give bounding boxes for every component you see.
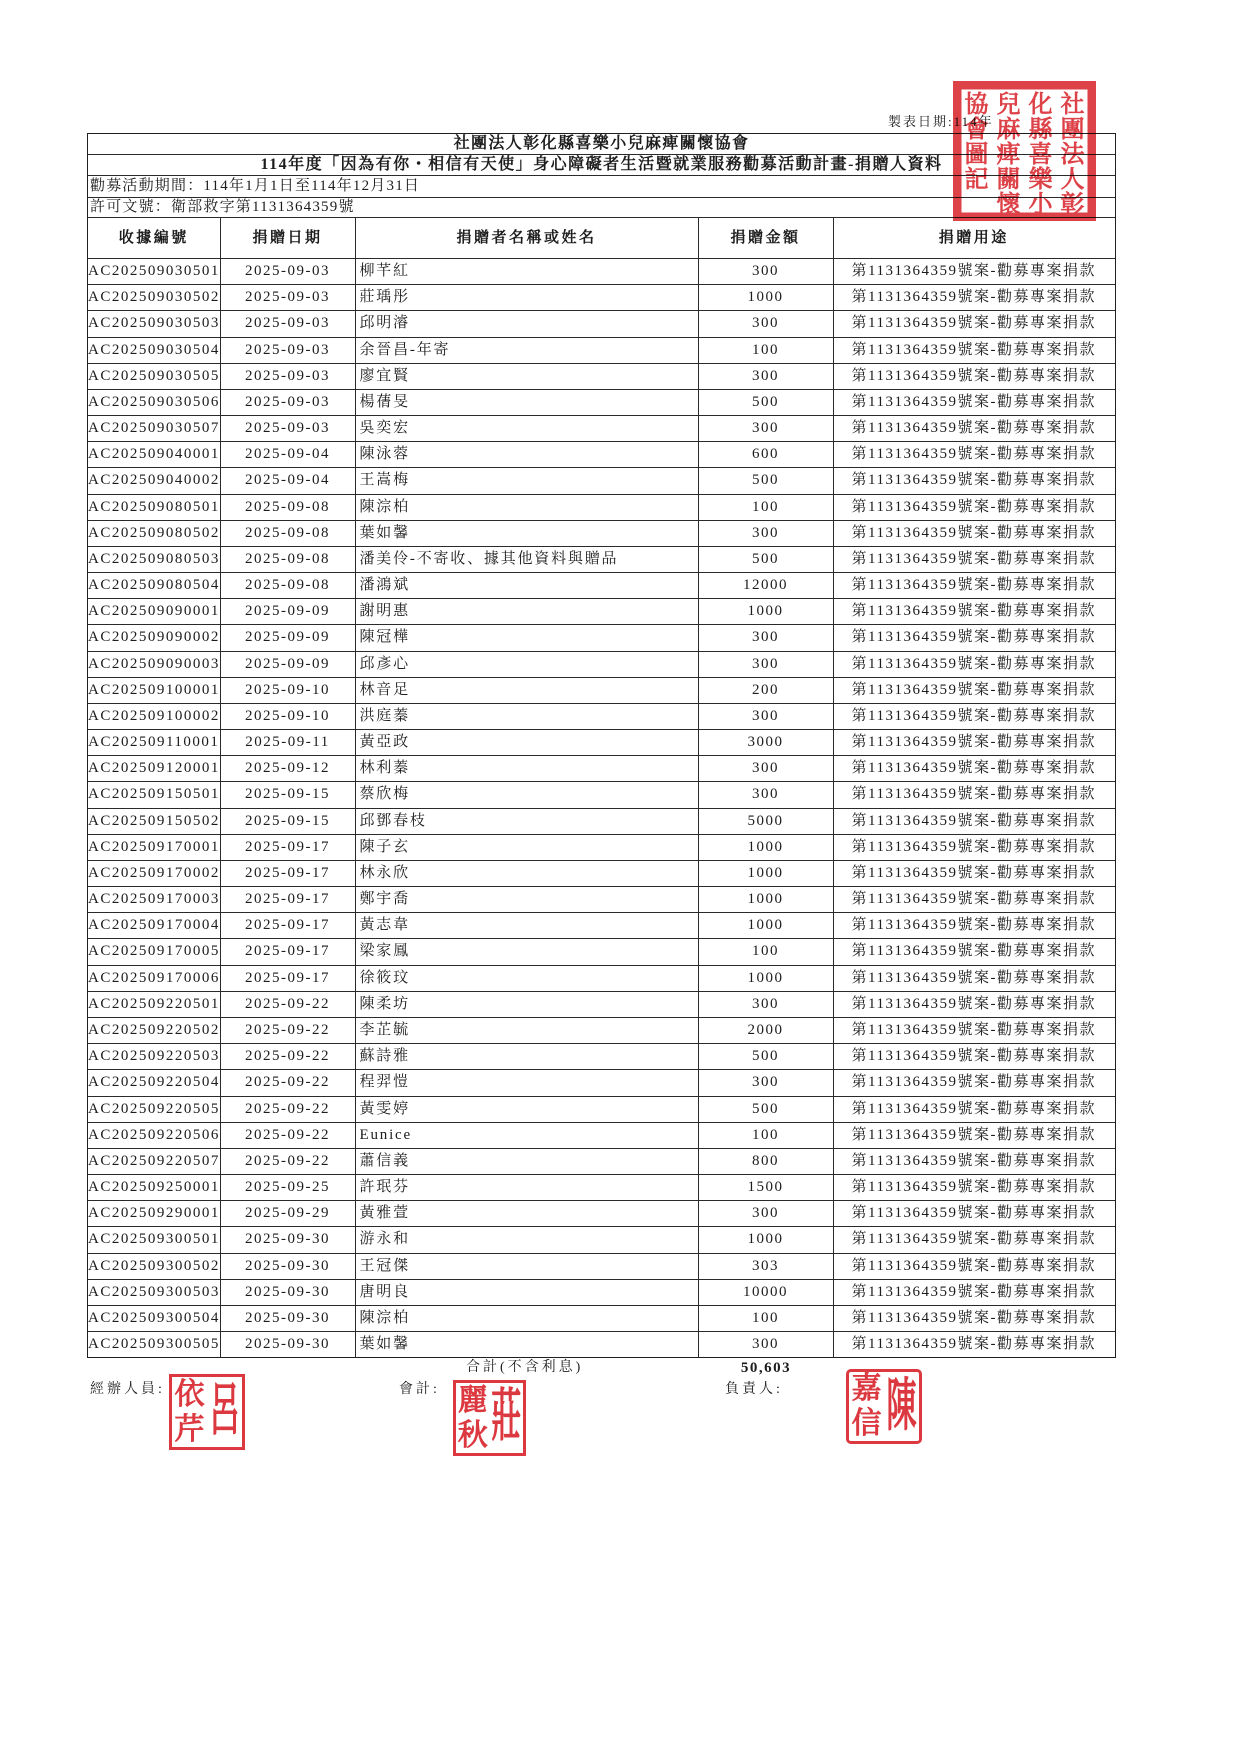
donor-name: 黃志韋 [356,913,699,938]
donation-purpose: 第1131364359號案-勸募專案捐款 [851,367,1096,384]
donation-date: 2025-09-22 [221,1097,356,1122]
donation-date: 2025-09-08 [221,495,356,520]
donation-purpose: 第1131364359號案-勸募專案捐款 [851,420,1096,437]
donation-purpose: 第1131364359號案-勸募專案捐款 [851,760,1096,777]
donor-name: 洪庭蓁 [356,704,699,729]
receipt-number: AC202509090002 [88,625,221,650]
donation-date: 2025-09-15 [221,782,356,807]
table-row [88,416,1115,442]
receipt-number: AC202509040002 [88,468,221,493]
donor-name: 王冠傑 [356,1254,699,1279]
donation-date: 2025-09-03 [221,285,356,310]
org-name: 社團法人彰化縣喜樂小兒麻痺關懷協會 [88,134,1115,155]
receipt-number: AC202509100001 [88,678,221,703]
donation-amount: 300 [699,311,834,336]
donation-date: 2025-09-12 [221,756,356,781]
donation-date: 2025-09-03 [221,338,356,363]
donation-date: 2025-09-22 [221,1123,356,1148]
donation-purpose: 第1131364359號案-勸募專案捐款 [851,891,1096,908]
donation-amount: 2000 [699,1018,834,1043]
donation-date: 2025-09-17 [221,835,356,860]
donor-name: 吳奕宏 [356,416,699,441]
column-header-purpose: 捐贈用途 [938,230,1009,246]
donor-name: 柳芊紅 [356,259,699,284]
receipt-number: AC202509090003 [88,652,221,677]
donation-date: 2025-09-11 [221,730,356,755]
donor-name: 邱明濬 [356,311,699,336]
table-row [88,861,1115,887]
donation-purpose: 第1131364359號案-勸募專案捐款 [851,315,1096,332]
total-label: 合計(不含利息) [466,1360,584,1375]
donation-purpose: 第1131364359號案-勸募專案捐款 [851,341,1096,358]
donation-date: 2025-09-22 [221,1070,356,1095]
donation-amount: 200 [699,678,834,703]
table-row [88,338,1115,364]
donation-amount: 300 [699,1332,834,1357]
donation-date: 2025-09-30 [221,1306,356,1331]
donation-purpose: 第1131364359號案-勸募專案捐款 [851,472,1096,489]
receipt-number: AC202509080503 [88,547,221,572]
donation-amount: 100 [699,1306,834,1331]
seal-char: 麗 [457,1382,488,1418]
table-row [88,1306,1115,1332]
receipt-number: AC202509150501 [88,782,221,807]
receipt-number: AC202509170002 [88,861,221,886]
table-row [88,1175,1115,1201]
donor-name: 邱彥心 [356,652,699,677]
accountant-label: 會計: [399,1382,440,1397]
table-row [88,652,1115,678]
receipt-number: AC202509290001 [88,1201,221,1226]
donation-purpose: 第1131364359號案-勸募專案捐款 [851,1021,1096,1038]
table-row [88,390,1115,416]
table-row [88,285,1115,311]
column-header-receipt: 收據編號 [88,218,221,258]
donor-name: 葉如馨 [356,1332,699,1357]
table-row [88,1201,1115,1227]
seal-char: 依 [174,1376,205,1412]
donation-amount: 1000 [699,285,834,310]
receipt-number: AC202509220502 [88,1018,221,1043]
donation-amount: 100 [699,495,834,520]
donation-amount: 300 [699,1070,834,1095]
table-row [88,364,1115,390]
donation-purpose: 第1131364359號案-勸募專案捐款 [851,969,1096,986]
donation-date: 2025-09-03 [221,390,356,415]
donor-name: 陳淙柏 [356,1306,699,1331]
receipt-number: AC202509110001 [88,730,221,755]
donation-purpose: 第1131364359號案-勸募專案捐款 [851,838,1096,855]
receipt-number: AC202509040001 [88,442,221,467]
donation-purpose: 第1131364359號案-勸募專案捐款 [851,577,1096,594]
receipt-number: AC202509220503 [88,1044,221,1069]
donation-amount: 1500 [699,1175,834,1200]
receipt-number: AC202509080501 [88,495,221,520]
donation-date: 2025-09-22 [221,1044,356,1069]
table-row [88,1044,1115,1070]
table-row [88,782,1115,808]
donor-name: 莊瑀彤 [356,285,699,310]
donation-date: 2025-09-09 [221,599,356,624]
donor-name: 余晉昌-年寄 [356,338,699,363]
table-row [88,547,1115,573]
donor-name: 黃亞政 [356,730,699,755]
donor-name: 王嵩梅 [356,468,699,493]
table-header [88,218,1115,259]
donation-date: 2025-09-30 [221,1227,356,1252]
donation-date: 2025-09-30 [221,1254,356,1279]
donor-name: 黃雯婷 [356,1097,699,1122]
donation-amount: 300 [699,782,834,807]
accountant-seal [453,1380,526,1456]
responsible-label: 負責人: [725,1382,783,1397]
table-row [88,992,1115,1018]
table-row [88,259,1115,285]
donor-name: 陳冠樺 [356,625,699,650]
donation-purpose: 第1131364359號案-勸募專案捐款 [851,1336,1096,1353]
donation-date: 2025-09-22 [221,1149,356,1174]
donor-name: 陳子玄 [356,835,699,860]
table-row [88,1070,1115,1096]
donation-amount: 303 [699,1254,834,1279]
donation-amount: 1000 [699,599,834,624]
donation-purpose: 第1131364359號案-勸募專案捐款 [851,1152,1096,1169]
receipt-number: AC202509030507 [88,416,221,441]
donation-amount: 1000 [699,861,834,886]
receipt-number: AC202509080502 [88,521,221,546]
table-row [88,1227,1115,1253]
donor-name: 鄭宇喬 [356,887,699,912]
donation-date: 2025-09-17 [221,887,356,912]
permit-number: 許可文號：衛部救字第1131364359號 [88,198,1115,218]
receipt-number: AC202509300501 [88,1227,221,1252]
receipt-number: AC202509300504 [88,1306,221,1331]
donation-amount: 100 [699,939,834,964]
table-row [88,1123,1115,1149]
receipt-number: AC202509170001 [88,835,221,860]
donation-table [87,133,1116,1358]
donation-purpose: 第1131364359號案-勸募專案捐款 [851,263,1096,279]
donor-name: 謝明惠 [356,599,699,624]
donation-date: 2025-09-03 [221,364,356,389]
donation-purpose: 第1131364359號案-勸募專案捐款 [851,812,1096,829]
table-row [88,730,1115,756]
donation-purpose: 第1131364359號案-勸募專案捐款 [851,550,1096,567]
table-row [88,887,1115,913]
donor-name: 陳淙柏 [356,495,699,520]
receipt-number: AC202509170005 [88,939,221,964]
receipt-number: AC202509220506 [88,1123,221,1148]
donation-amount: 300 [699,756,834,781]
receipt-number: AC202509030502 [88,285,221,310]
donation-amount: 500 [699,1044,834,1069]
donor-name: 許珉芬 [356,1175,699,1200]
table-row [88,809,1115,835]
donation-date: 2025-09-17 [221,966,356,991]
receipt-number: AC202509300505 [88,1332,221,1357]
donor-name: 徐筱玟 [356,966,699,991]
donation-date: 2025-09-03 [221,311,356,336]
donation-amount: 300 [699,1201,834,1226]
receipt-number: AC202509120001 [88,756,221,781]
donor-name: 林音足 [356,678,699,703]
donation-purpose: 第1131364359號案-勸募專案捐款 [851,734,1096,751]
table-row [88,599,1115,625]
donation-amount: 300 [699,992,834,1017]
column-header-donor: 捐贈者名稱或姓名 [356,218,699,258]
donation-purpose: 第1131364359號案-勸募專案捐款 [851,524,1096,541]
donation-purpose: 第1131364359號案-勸募專案捐款 [851,603,1096,620]
donation-amount: 1000 [699,1227,834,1252]
receipt-number: AC202509080504 [88,573,221,598]
donation-amount: 300 [699,704,834,729]
table-row [88,1018,1115,1044]
donation-purpose: 第1131364359號案-勸募專案捐款 [851,629,1096,646]
total-value: 50,603 [740,1360,792,1376]
donor-name: 游永和 [356,1227,699,1252]
plan-title: 114年度「因為有你・相信有天使」身心障礙者生活暨就業服務勸募活動計畫-捐贈人資料 [88,155,1115,176]
donor-name: 黃雅萱 [356,1201,699,1226]
donor-name: 陳泳蓉 [356,442,699,467]
donor-name: 李芷毓 [356,1018,699,1043]
donation-purpose: 第1131364359號案-勸募專案捐款 [851,1074,1096,1091]
donation-amount: 500 [699,547,834,572]
donation-purpose: 第1131364359號案-勸募專案捐款 [851,1126,1096,1143]
donation-amount: 800 [699,1149,834,1174]
handler-label: 經辦人員: [90,1382,165,1397]
donation-purpose: 第1131364359號案-勸募專案捐款 [851,864,1096,881]
donation-date: 2025-09-22 [221,992,356,1017]
donation-purpose: 第1131364359號案-勸募專案捐款 [851,1231,1096,1248]
donation-purpose: 第1131364359號案-勸募專案捐款 [851,1257,1096,1274]
donation-purpose: 第1131364359號案-勸募專案捐款 [851,995,1096,1012]
receipt-number: AC202509030505 [88,364,221,389]
column-header-amount: 捐贈金額 [699,218,834,258]
donation-purpose: 第1131364359號案-勸募專案捐款 [851,786,1096,803]
receipt-number: AC202509300502 [88,1254,221,1279]
table-row [88,495,1115,521]
donation-date: 2025-09-04 [221,442,356,467]
donation-amount: 12000 [699,573,834,598]
table-row [88,311,1115,337]
donation-amount: 500 [699,390,834,415]
donation-purpose: 第1131364359號案-勸募專案捐款 [851,1179,1096,1196]
receipt-number: AC202509300503 [88,1280,221,1305]
receipt-number: AC202509220504 [88,1070,221,1095]
donation-date: 2025-09-25 [221,1175,356,1200]
donation-date: 2025-09-17 [221,939,356,964]
table-body [88,259,1115,1358]
table-row [88,1149,1115,1175]
seal-char: 嘉 [851,1371,882,1407]
table-row [88,913,1115,939]
table-row [88,442,1115,468]
donation-amount: 300 [699,652,834,677]
receipt-number: AC202509100002 [88,704,221,729]
donor-name: 潘鴻斌 [356,573,699,598]
donation-date: 2025-09-17 [221,913,356,938]
donation-amount: 600 [699,442,834,467]
receipt-number: AC202509030506 [88,390,221,415]
fundraising-period: 勸募活動期間：114年1月1日至114年12月31日 [88,176,1115,198]
donor-name: 邱鄧春枝 [356,809,699,834]
donation-amount: 500 [699,468,834,493]
table-row [88,966,1115,992]
responsible-seal [846,1369,922,1444]
table-row [88,835,1115,861]
donor-name: 蕭信義 [356,1149,699,1174]
donation-date: 2025-09-22 [221,1018,356,1043]
donation-purpose: 第1131364359號案-勸募專案捐款 [851,707,1096,724]
organization-seal [953,81,1096,221]
receipt-number: AC202509030503 [88,311,221,336]
receipt-number: AC202509090001 [88,599,221,624]
donation-amount: 3000 [699,730,834,755]
donation-purpose: 第1131364359號案-勸募專案捐款 [851,1283,1096,1300]
donation-date: 2025-09-10 [221,704,356,729]
donation-purpose: 第1131364359號案-勸募專案捐款 [851,681,1096,698]
donation-date: 2025-09-30 [221,1332,356,1357]
donation-purpose: 第1131364359號案-勸募專案捐款 [851,1309,1096,1326]
seal-char: 秋 [457,1417,488,1453]
donation-date: 2025-09-15 [221,809,356,834]
receipt-number: AC202509250001 [88,1175,221,1200]
seal-char: 陳 [886,1372,917,1439]
donation-date: 2025-09-03 [221,259,356,284]
donation-amount: 300 [699,364,834,389]
donation-amount: 1000 [699,835,834,860]
donation-purpose: 第1131364359號案-勸募專案捐款 [851,1100,1096,1117]
table-row [88,1280,1115,1306]
seal-char: 莊 [491,1383,522,1451]
donation-purpose: 第1131364359號案-勸募專案捐款 [851,393,1096,410]
seal-char: 芹 [174,1411,205,1447]
donation-amount: 300 [699,259,834,284]
table-row [88,625,1115,651]
donation-purpose: 第1131364359號案-勸募專案捐款 [851,1205,1096,1222]
seal-char: 呂 [209,1377,240,1445]
receipt-number: AC202509030504 [88,338,221,363]
donation-amount: 1000 [699,913,834,938]
donation-date: 2025-09-10 [221,678,356,703]
receipt-number: AC202509220507 [88,1149,221,1174]
donation-amount: 100 [699,338,834,363]
donor-name: 唐明良 [356,1280,699,1305]
donor-name: 廖宜賢 [356,364,699,389]
donation-purpose: 第1131364359號案-勸募專案捐款 [851,498,1096,515]
donation-date: 2025-09-30 [221,1280,356,1305]
donation-date: 2025-09-09 [221,625,356,650]
donation-amount: 10000 [699,1280,834,1305]
donation-purpose: 第1131364359號案-勸募專案捐款 [851,917,1096,934]
donation-amount: 500 [699,1097,834,1122]
receipt-number: AC202509170004 [88,913,221,938]
donation-purpose: 第1131364359號案-勸募專案捐款 [851,943,1096,960]
handler-seal [169,1374,245,1450]
donation-amount: 5000 [699,809,834,834]
receipt-number: AC202509170003 [88,887,221,912]
table-row [88,939,1115,965]
receipt-number: AC202509170006 [88,966,221,991]
table-row [88,1097,1115,1123]
donation-purpose: 第1131364359號案-勸募專案捐款 [851,446,1096,463]
donation-amount: 300 [699,416,834,441]
donation-date: 2025-09-17 [221,861,356,886]
table-row [88,678,1115,704]
donor-name: 林永欣 [356,861,699,886]
donation-purpose: 第1131364359號案-勸募專案捐款 [851,1048,1096,1065]
table-row [88,573,1115,599]
seal-char: 信 [851,1405,882,1441]
receipt-number: AC202509030501 [88,259,221,284]
donation-amount: 300 [699,625,834,650]
donor-name: 潘美伶-不寄收、據其他資料與贈品 [356,547,699,572]
receipt-number: AC202509150502 [88,809,221,834]
table-row [88,1254,1115,1280]
receipt-number: AC202509220505 [88,1097,221,1122]
donation-date: 2025-09-08 [221,573,356,598]
table-row [88,521,1115,547]
donor-name: 程羿愷 [356,1070,699,1095]
donor-name: 蔡欣梅 [356,782,699,807]
column-header-date: 捐贈日期 [221,218,356,258]
donation-date: 2025-09-08 [221,547,356,572]
donor-name: 蘇詩雅 [356,1044,699,1069]
receipt-number: AC202509220501 [88,992,221,1017]
donation-date: 2025-09-03 [221,416,356,441]
donor-name: Eunice [356,1123,699,1148]
donor-name: 葉如馨 [356,521,699,546]
donation-amount: 1000 [699,887,834,912]
donation-amount: 1000 [699,966,834,991]
donation-date: 2025-09-09 [221,652,356,677]
donor-name: 楊蒨旻 [356,390,699,415]
donor-name: 梁家鳳 [356,939,699,964]
donor-name: 陳柔坊 [356,992,699,1017]
table-row [88,704,1115,730]
organization-seal-text: 社團法人彰化縣喜樂小兒麻痺關懷協會圖記 [960,91,1085,216]
donation-purpose: 第1131364359號案-勸募專案捐款 [851,655,1096,672]
donation-date: 2025-09-04 [221,468,356,493]
table-row [88,468,1115,494]
donation-purpose: 第1131364359號案-勸募專案捐款 [851,289,1096,306]
table-row [88,1332,1115,1358]
donation-date: 2025-09-29 [221,1201,356,1226]
table-row [88,756,1115,782]
donation-amount: 300 [699,521,834,546]
made-date: 製表日期:114年 [888,114,994,129]
donor-name: 林利蓁 [356,756,699,781]
donation-amount: 100 [699,1123,834,1148]
donation-date: 2025-09-08 [221,521,356,546]
